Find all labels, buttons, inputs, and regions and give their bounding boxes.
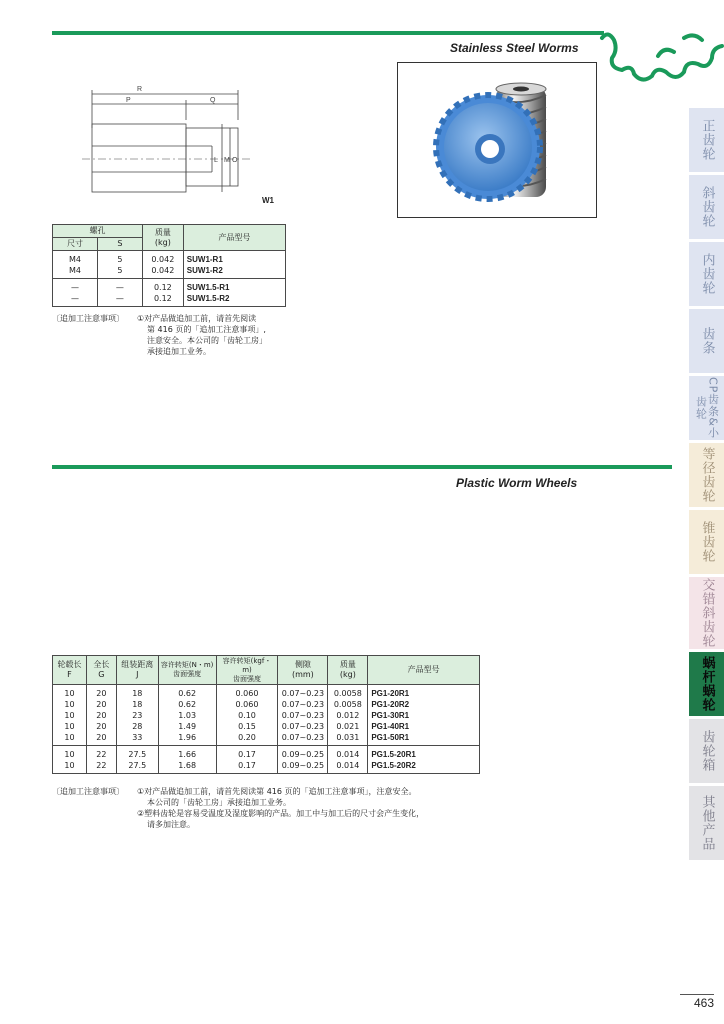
- table-cell: 27.5: [116, 760, 158, 774]
- table-cell: 0.15: [216, 721, 278, 732]
- table-cell: 0.17: [216, 760, 278, 774]
- note-line: 请多加注意。: [147, 820, 195, 829]
- table-cell: 0.17: [216, 746, 278, 761]
- cell-model: PG1-30R1: [368, 710, 480, 721]
- note-line: ②塑料齿轮是容易受温度及湿度影响的产品。加工中与加工后的尺寸会产生变化，: [137, 809, 425, 818]
- table-cell: 0.014: [328, 746, 368, 761]
- dimension-o-label: O: [232, 157, 238, 164]
- table-cell: 10: [53, 710, 87, 721]
- table-row: [53, 746, 480, 761]
- table-cell: 1.96: [158, 732, 216, 746]
- table-cell: 0.09~0.25: [278, 760, 328, 774]
- header-g: 全长 G: [86, 656, 116, 685]
- table-cell: 0.060: [216, 685, 278, 700]
- table-cell: 18: [116, 685, 158, 700]
- note-line: 本公司的「齿轮工房」承接追加工业务。: [147, 798, 291, 807]
- cell-model: PG1.5-20R2: [368, 760, 480, 774]
- table-cell: 20: [86, 721, 116, 732]
- drawing-label-w1: W1: [262, 196, 274, 205]
- dimension-r-label: R: [137, 86, 143, 93]
- table-cell: 22: [86, 746, 116, 761]
- tab-helical-gears[interactable]: 斜齿轮: [689, 175, 724, 239]
- table-cell: 20: [86, 699, 116, 710]
- cell-model: PG1-20R1: [368, 685, 480, 700]
- table-cell: 0.07~0.23: [278, 732, 328, 746]
- table-cell: 0.20: [216, 732, 278, 746]
- table-cell: 0.10: [216, 710, 278, 721]
- table-cell: 20: [86, 732, 116, 746]
- tab-bevel-gears[interactable]: 锥齿轮: [689, 510, 724, 574]
- tab-worm-gears[interactable]: 蜗杆蜗轮: [689, 652, 724, 716]
- table-cell: 0.021: [328, 721, 368, 732]
- header-torque-nm: 容许转矩(N・m) 齿面强度: [158, 656, 216, 685]
- table-row: — — 0.12 SUW1.5-R2: [53, 293, 286, 307]
- table-cell: 33: [116, 732, 158, 746]
- tab-miter-gears[interactable]: 等径齿轮: [689, 443, 724, 507]
- table-cell: 0.014: [328, 760, 368, 774]
- tab-gearboxes[interactable]: 齿轮箱: [689, 719, 724, 783]
- tab-cp-racks[interactable]: CP齿条&小齿轮: [689, 376, 724, 440]
- table-cell: 27.5: [116, 746, 158, 761]
- header-model: 产品型号: [183, 225, 285, 251]
- section-title-stainless-worms: Stainless Steel Worms: [450, 41, 579, 55]
- note-tag: 〔追加工注意事项〕: [52, 314, 124, 323]
- tab-other-products[interactable]: 其他产品: [689, 786, 724, 860]
- category-side-tabs: [689, 108, 724, 863]
- table-row: [53, 721, 480, 732]
- page-number: 463: [693, 996, 714, 1010]
- cell-model: PG1.5-20R1: [368, 746, 480, 761]
- section-rule-middle: [52, 465, 672, 469]
- header-f: 轮毂长 F: [53, 656, 87, 685]
- dimension-m-label: M: [224, 157, 230, 164]
- header-torque-kgf: 容许转矩(kgf・m) 齿面强度: [216, 656, 278, 685]
- cell-model: PG1-40R1: [368, 721, 480, 732]
- header-s: S: [97, 238, 142, 251]
- table-cell: 18: [116, 699, 158, 710]
- table-cell: 20: [86, 710, 116, 721]
- table-cell: 0.060: [216, 699, 278, 710]
- tab-spur-gears[interactable]: 正齿轮: [689, 108, 724, 172]
- gear-logo-icon: [598, 28, 724, 88]
- cell-model: PG1-20R2: [368, 699, 480, 710]
- section-rule-top: [52, 31, 604, 35]
- note-line: 第 416 页的「追加工注意事项」,: [147, 325, 266, 334]
- note-tag: 〔追加工注意事项〕: [52, 787, 124, 796]
- table-row: [53, 685, 480, 700]
- table-cell: 0.07~0.23: [278, 685, 328, 700]
- header-mass: 质量 (kg): [328, 656, 368, 685]
- table-cell: 1.49: [158, 721, 216, 732]
- header-j: 组装距离 J: [116, 656, 158, 685]
- table-row: M4 5 0.042 SUW1-R1: [53, 251, 286, 266]
- table-row: [53, 699, 480, 710]
- header-backlash: 侧隙 (mm): [278, 656, 328, 685]
- table-cell: 28: [116, 721, 158, 732]
- table-cell: 20: [86, 685, 116, 700]
- table-row: [53, 732, 480, 746]
- note-line: ①对产品做追加工前，请首先阅读: [137, 314, 257, 323]
- table-cell: 0.62: [158, 685, 216, 700]
- dimension-l-label: L: [214, 157, 218, 164]
- worm-gear-photo: [397, 62, 597, 218]
- table-cell: 0.07~0.23: [278, 721, 328, 732]
- tab-racks[interactable]: 齿条: [689, 309, 724, 373]
- table-cell: 0.07~0.23: [278, 699, 328, 710]
- tab-internal-gears[interactable]: 内齿轮: [689, 242, 724, 306]
- tab-screw-gears[interactable]: 交错斜齿轮: [689, 577, 724, 649]
- section-title-plastic-worm-wheels: Plastic Worm Wheels: [456, 476, 578, 490]
- worm-dimension-drawing: [62, 80, 262, 210]
- table-cell: 10: [53, 746, 87, 761]
- header-mass: 质量 (kg): [142, 225, 183, 251]
- machining-note-1: [52, 313, 312, 363]
- table-cell: 23: [116, 710, 158, 721]
- header-hole: 螺孔: [53, 225, 143, 238]
- machining-note-2: [52, 786, 492, 836]
- dimension-p-label: P: [126, 97, 131, 104]
- dimension-q-label: Q: [210, 97, 216, 104]
- table-cell: 0.07~0.23: [278, 710, 328, 721]
- table-cell: 0.012: [328, 710, 368, 721]
- table-cell: 0.62: [158, 699, 216, 710]
- note-line: ①对产品做追加工前，请首先阅读第 416 页的「追加工注意事项」，注意安全。: [137, 787, 417, 796]
- table-cell: 1.66: [158, 746, 216, 761]
- table-row: [53, 760, 480, 774]
- table-cell: 0.031: [328, 732, 368, 746]
- table-cell: 10: [53, 685, 87, 700]
- table-cell: 1.68: [158, 760, 216, 774]
- table-cell: 1.03: [158, 710, 216, 721]
- table-cell: 0.0058: [328, 699, 368, 710]
- table-cell: 0.09~0.25: [278, 746, 328, 761]
- table-cell: 0.0058: [328, 685, 368, 700]
- table-cell: 10: [53, 732, 87, 746]
- table-row: M4 5 0.042 SUW1-R2: [53, 265, 286, 279]
- note-line: 承接追加工业务。: [147, 347, 211, 356]
- table-cell: 22: [86, 760, 116, 774]
- table-row: — — 0.12 SUW1.5-R1: [53, 279, 286, 294]
- note-line: 注意安全。本公司的「齿轮工房」: [147, 336, 267, 345]
- table-row: [53, 710, 480, 721]
- header-size: 尺寸: [53, 238, 98, 251]
- header-model: 产品型号: [368, 656, 480, 685]
- plastic-worm-wheels-table: [52, 655, 480, 774]
- cell-model: PG1-50R1: [368, 732, 480, 746]
- table-cell: 10: [53, 721, 87, 732]
- stainless-worms-table: [52, 224, 286, 307]
- table-cell: 10: [53, 699, 87, 710]
- table-cell: 10: [53, 760, 87, 774]
- page-number-rule: [680, 994, 714, 995]
